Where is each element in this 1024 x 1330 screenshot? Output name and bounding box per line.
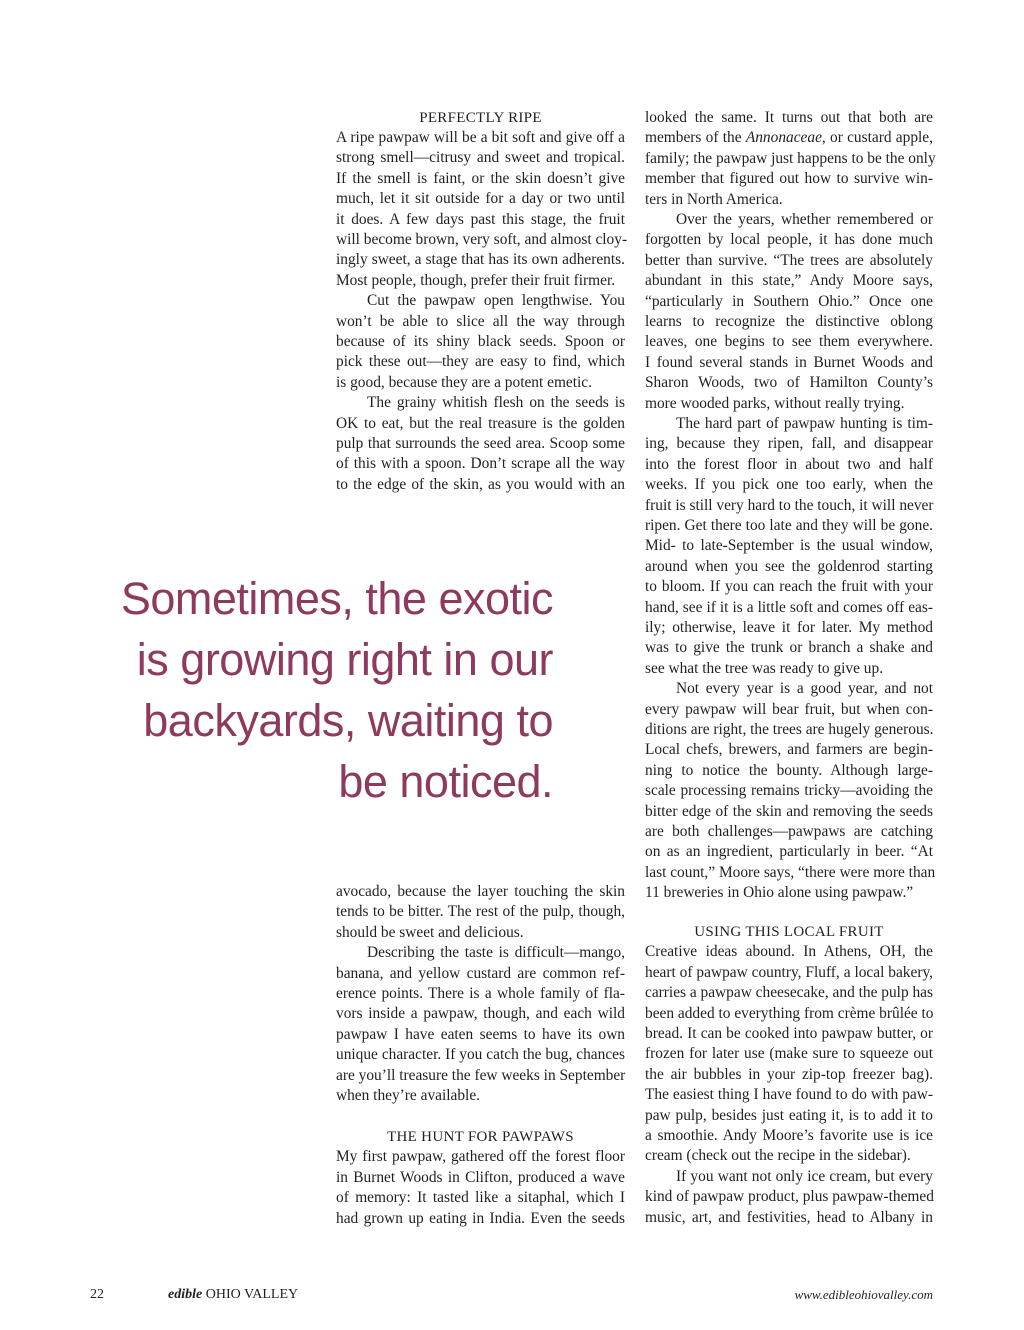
paragraph-line: pick these out—they are easy to find, which [336,353,625,371]
website-link[interactable]: www.edibleohiovalley.com [794,1287,933,1302]
page-number: 22 [90,1287,104,1302]
paragraph-line: Over the years, whether remembered or [676,211,933,228]
paragraph-line: pulp that surrounds the seed area. Scoop some [336,435,625,452]
paragraph-line: Most people, though, prefer their fruit firmer. [336,271,616,289]
paragraph-line: a smoothie. Andy Moore’s favorite use is ice [645,1127,933,1144]
paragraph-line: erence points. There is a whole family of fla- [336,985,625,1002]
paragraph-line: unique character. If you catch the bug, chances [336,1046,625,1064]
paragraph-line: 11 breweries in Ohio alone using pawpaw.” [645,884,914,902]
pull-quote-line: is growing right in our [136,634,553,685]
paragraph-line: because of its shiny black seeds. Spoon or [336,333,625,350]
paragraph-line: ripen. Get there too late and they will be gone. [645,517,933,534]
pull-quote-line: Sometimes, the exotic [120,573,553,624]
section-heading-using: USING THIS LOCAL FRUIT [694,924,884,940]
paragraph-line: leaves, one begins to see them everywhere. [645,333,933,351]
paragraph-line: music, art, and festivities, head to Albany in [645,1208,933,1226]
paragraph-line: learns to recognize the distinctive oblong [645,313,933,330]
paragraph-line: of memory: It tasted like a sitaphal, which I [336,1189,625,1207]
paragraph-line: fruit is still very hard to the touch, it will never [645,496,934,514]
paragraph-line: The easiest thing I have found to do with paw- [645,1086,933,1104]
paragraph-line: A ripe pawpaw will be a bit soft and give off a [336,129,625,146]
paragraph-line: ing, because they ripen, fall, and disappear [645,435,933,453]
text-run: members of the [645,129,746,147]
paragraph-line: frozen for later use (make sure to squeeze out [645,1045,933,1063]
paragraph-line: ters in North America. [645,190,783,208]
paragraph-line: been added to everything from crème brûlée to [645,1004,934,1022]
paragraph-line: last count,” Moore says, “there were more than [645,863,936,881]
paragraph-line: Creative ideas abound. In Athens, OH, the [645,943,933,961]
paragraph-line: OK to eat, but the real treasure is the golden [336,414,625,432]
paragraph-line: had grown up eating in India. Even the seeds [336,1209,625,1227]
paragraph-line: in Burnet Woods in Clifton, produced a wave [336,1168,625,1186]
pull-quote-line: be noticed. [338,756,553,807]
paragraph-line: “particularly in Southern Ohio.” Once one [645,292,933,310]
paragraph-line: won’t be able to slice all the way through [336,312,625,330]
section-heading-perfectly-ripe: PERFECTLY RIPE [419,110,542,126]
paragraph-line: bread. It can be cooked into pawpaw butter, or [645,1025,933,1042]
paragraph-line: carries a pawpaw cheesecake, and the pulp has [645,984,934,1002]
paragraph-line: abundant in this state,” Andy Moore says, [645,272,933,290]
paragraph-line: should be sweet and delicious. [336,923,524,941]
pull-quote-line: backyards, waiting to [143,695,553,746]
paragraph-line: the air bubbles in your zip-top freezer bag). [645,1065,933,1083]
paragraph-line: much, let it sit outside for a day or two until [336,190,625,208]
magazine-name-italic: edible [168,1287,203,1302]
paragraph-line: will become brown, very soft, and almost cloy- [336,231,628,248]
paragraph-line: is good, because they are a potent emetic. [336,373,592,391]
paragraph-line: better than survive. “The trees are absolutely [645,251,933,269]
paragraph-line: tends to be bitter. The rest of the pulp, though, [336,903,625,921]
paragraph-line: to the edge of the skin, as you would with an [336,475,625,493]
paragraph-line [645,128,933,148]
paragraph-line: scale processing remains tricky—avoiding the [645,782,933,800]
paragraph-line: kind of pawpaw product, plus pawpaw-themed [645,1188,934,1206]
paragraph-line: Describing the taste is difficult—mango, [367,944,625,962]
paragraph-line: pawpaw I have eaten seems to have its own [336,1025,625,1043]
paragraph-line: cream (check out the recipe in the sidebar). [645,1147,911,1165]
paragraph-line: ingly sweet, a stage that has its own adherents. [336,251,625,269]
paragraph-line: ditions are right, the trees are hugely generous. [645,721,934,738]
paragraph-line: around when you see the goldenrod starting [645,557,933,575]
paragraph-line: If you want not only ice cream, but every [676,1167,933,1185]
magazine-name [168,1285,298,1305]
paragraph-line: member that figured out how to survive win- [645,170,933,188]
paragraph-line: avocado, because the layer touching the skin [336,883,625,900]
paragraph-line: bitter edge of the skin and removing the seeds [645,802,933,820]
paragraph-line: The grainy whitish flesh on the seeds is [367,394,625,412]
paragraph-line: are you’ll treasure the few weeks in September [336,1066,626,1084]
paragraph-line: The hard part of pawpaw hunting is tim- [676,415,933,432]
paragraph-line: every pawpaw will bear fruit, but when con- [645,700,933,718]
paragraph-line: Not every year is a good year, and not [676,680,933,698]
paragraph-line: banana, and yellow custard are common ref- [336,964,625,982]
paragraph-line: Sharon Woods, two of Hamilton County’s [645,374,933,392]
paragraph-line: heart of pawpaw country, Fluff, a local bakery, [645,963,933,981]
paragraph-line: it does. A few days past this stage, the fruit [336,210,625,228]
paragraph-line: on as an ingredient, particularly in beer. “At [645,843,933,861]
paragraph-line: strong smell—citrusy and sweet and tropical. [336,149,625,167]
paragraph-line: Mid- to late-September is the usual window, [645,537,933,555]
paragraph-line: looked the same. It turns out that both are [645,109,933,126]
paragraph-line: Cut the pawpaw open lengthwise. You [367,292,625,310]
paragraph-line: to bloom. If you can reach the fruit with your [645,578,933,596]
text-run: , or custard apple, [821,129,933,147]
paragraph-line: forgotten by local people, it has done much [645,231,933,249]
italic-term: Annonaceae [745,129,822,147]
section-heading-hunt: THE HUNT FOR PAWPAWS [387,1129,574,1145]
magazine-name-rest: OHIO VALLEY [202,1287,299,1302]
paragraph-line: vors inside a pawpaw, though, and each wild [336,1005,625,1023]
paragraph-line: ily; otherwise, leave it for later. My method [645,619,933,636]
paragraph-line: hand, see if it is a little soft and comes off eas- [645,598,933,616]
paragraph-line: I found several stands in Burnet Woods and [645,353,933,371]
paragraph-line: My first pawpaw, gathered off the forest floor [336,1148,625,1166]
paragraph-line: of this with a spoon. Don’t scrape all the way [336,455,625,473]
paragraph-line: into the forest floor in about two and half [645,455,933,473]
paragraph-line: see what the tree was ready to give up. [645,659,884,677]
paragraph-line: weeks. If you pick one too early, when the [645,476,933,494]
paragraph-line: ning to notice the bounty. Although large- [645,761,933,779]
paragraph-line: If the smell is faint, or the skin doesn’t give [336,169,625,187]
paragraph-line: more wooded parks, without really trying. [645,394,905,412]
paragraph-line: family; the pawpaw just happens to be the only [645,149,936,167]
paragraph-line: paw pulp, besides just eating it, is to add it to [645,1106,933,1124]
pull-quote [60,568,553,812]
paragraph-line: are both challenges—pawpaws are catching [645,823,933,840]
paragraph-line: was to give the trunk or branch a shake and [645,639,933,657]
paragraph-line: Local chefs, brewers, and farmers are begin- [645,741,933,759]
paragraph-line: when they’re available. [336,1087,481,1104]
